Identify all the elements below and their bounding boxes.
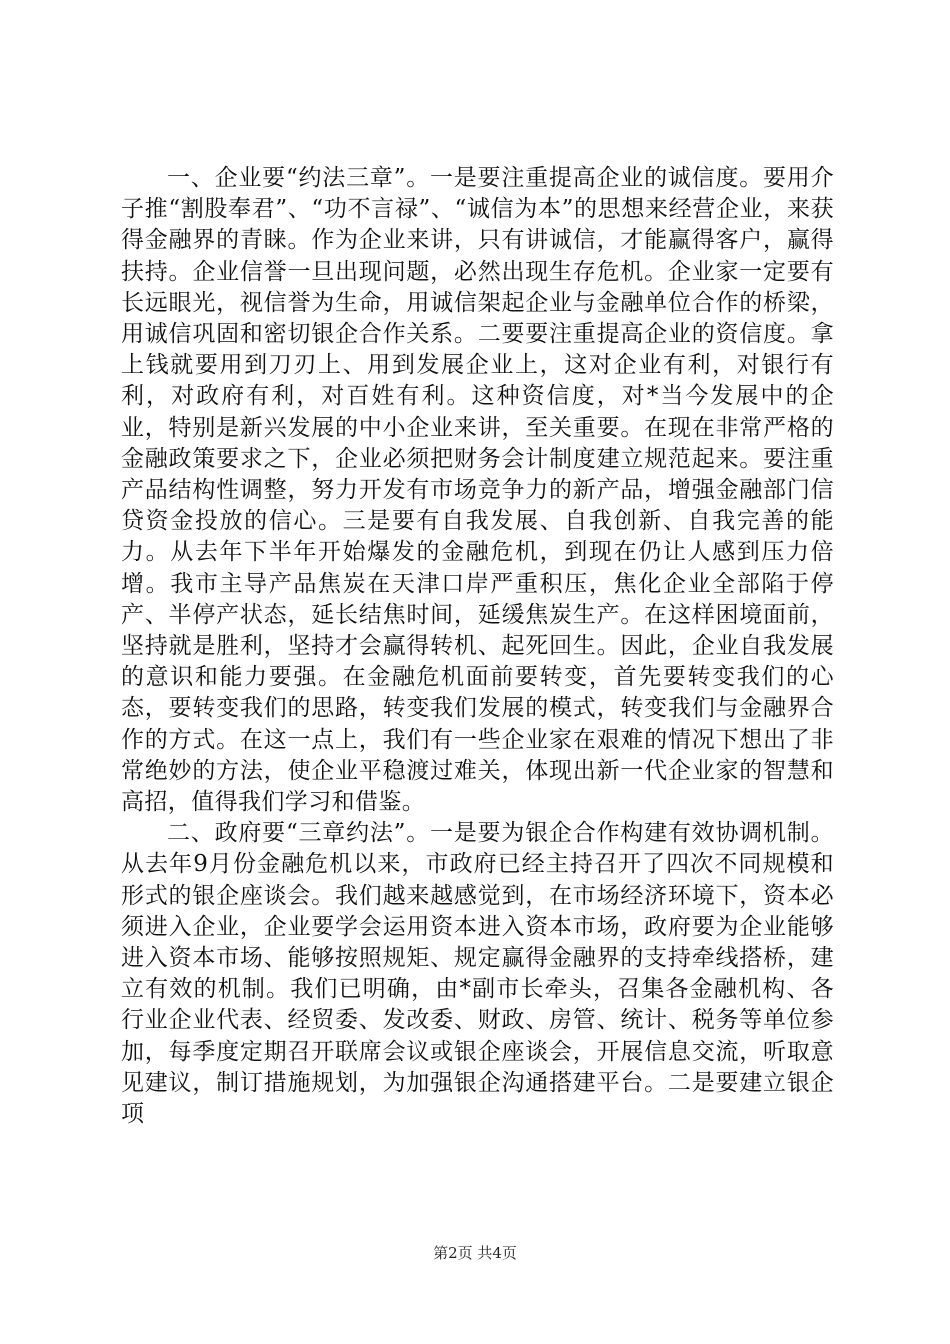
- paragraph-government-rules: 二、政府要“三章约法”。一是要为银企合作构建有效协调机制。从去年9月份金融危机以来，市政府已经主持召开了四次不同规模和形式的银企座谈会。我们越来越感觉到，在市场经济环境下，资本必须进入企业，企业要学会运用资本进入资本市场，政府要为企业能够进入资本市场、能够按照规矩、规定赢得金融界的支持牵线搭桥，建立有效的机制。我们已明确，由*副市长牵头，召集各金融机构、各行业企业代表、经贸委、发改委、财政、房管、统计、税务等单位参加，每季度定期召开联席会议或银企座谈会，开展信息交流，听取意见建议，制订措施规划，为加强银企沟通搭建平台。二是要建立银企项: [121, 820, 834, 1128]
- document-body: [121, 163, 834, 1130]
- page-number-footer: 第2页 共4页: [433, 1244, 517, 1262]
- paragraph-enterprise-rules: 一、企业要“约法三章”。一是要注重提高企业的诚信度。要用介子推“割股奉君”、“功不言禄”、“诚信为本”的思想来经营企业，来获得金融界的青睐。作为企业来讲，只有讲诚信，才能赢得客户，赢得扶持。企业信誉一旦出现问题，必然出现生存危机。企业家一定要有长远眼光，视信誉为生命，用诚信架起企业与金融单位合作的桥梁，用诚信巩固和密切银企合作关系。二要要注重提高企业的资信度。拿上钱就要用到刀刃上、用到发展企业上，这对企业有利，对银行有利，对政府有利，对百姓有利。这种资信度，对*当今发展中的企业，特别是新兴发展的中小企业来讲，至关重要。在现在非常严格的金融政策要求之下，企业必须把财务会计制度建立规范起来。要注重产品结构性调整，努力开发有市场竞争力的新产品，增强金融部门信贷资金投放的信心。三是要有自我发展、自我创新、自我完善的能力。从去年下半年开始爆发的金融危机，到现在仍让人感到压力倍增。我市主导产品焦炭在天津口岸严重积压，焦化企业全部陷于停产、半停产状态，延长结焦时间，延缓焦炭生产。在这样困境面前，坚持就是胜利，坚持才会赢得转机、起死回生。因此，企业自我发展的意识和能力要强。在金融危机面前要转变，首先要转变我们的心态，要转变我们的思路，转变我们发展的模式，转变我们与金融界合作的方式。在这一点上，我们有一些企业家在艰难的情况下想出了非常绝妙的方法，使企业平稳渡过难关，体现出新一代企业家的智慧和高招，值得我们学习和借鉴。: [121, 165, 834, 816]
